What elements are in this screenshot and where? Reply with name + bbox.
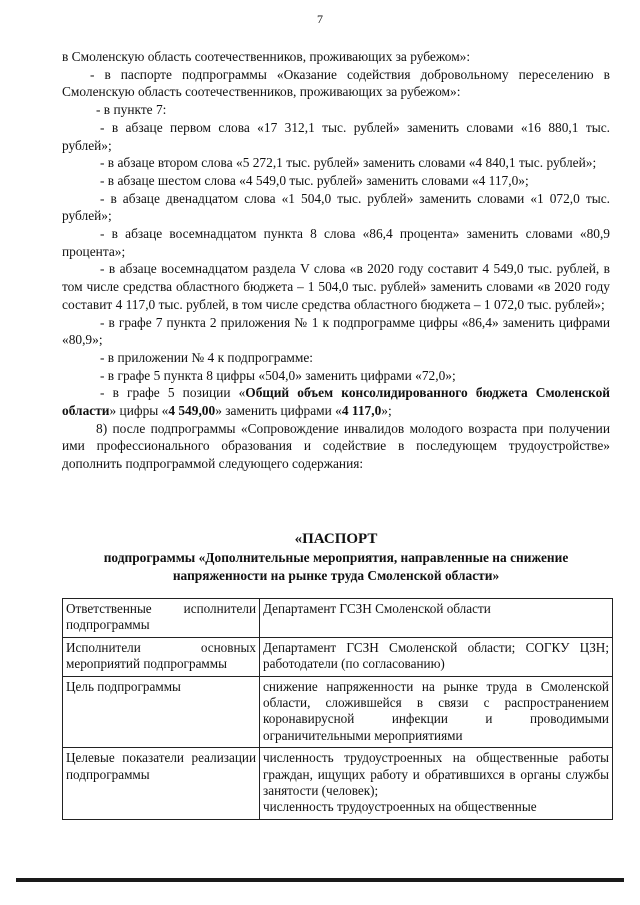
table-row — [63, 599, 613, 638]
paragraph: в Смоленскую область соотечественников, проживающих за рубежом»: — [62, 49, 471, 64]
text-fragment: »; — [381, 403, 392, 419]
text-fragment: - в графе 5 позиции « — [100, 385, 246, 401]
page-number: 7 — [317, 12, 323, 26]
paragraph: - в абзаце шестом слова «4 549,0 тыс. рублей» заменить словами «4 117,0»; — [100, 172, 529, 188]
row-value: снижение напряженности на рынке труда в Смоленской области, сложившейся в связи с распространением коронавирусной инфекции и проводимыми ограничительными мероприятиями — [260, 676, 613, 748]
passport-heading — [62, 530, 610, 585]
row-label: Целевые показатели реализации подпрограммы — [63, 748, 260, 820]
text-fragment: » заменить цифрами « — [215, 403, 342, 419]
passport-table — [62, 598, 613, 820]
table-row — [63, 676, 613, 748]
passport-subtitle: подпрограммы «Дополнительные мероприятия, направленные на снижение напряженности на рынке труда Смоленской области» — [103, 550, 569, 583]
passport-title: «ПАСПОРТ — [294, 531, 378, 547]
bold-position-name: Общий объем консолидированного бюджета Смоленской области — [62, 385, 610, 419]
row-label: Исполнители основных мероприятий подпрограммы — [63, 637, 260, 676]
row-value-line: численность трудоустроенных на общественные — [263, 799, 537, 815]
bold-old-value: 4 549,00 — [168, 403, 216, 419]
paragraph: - в пункте 7: — [96, 102, 167, 118]
document-body — [62, 48, 610, 473]
paragraph: - в паспорте подпрограммы «Оказание содействия добровольному переселению в Смоленскую область соотечественников, проживающих за рубежом»: — [62, 66, 610, 100]
paragraph: - в абзаце восемнадцатом пункта 8 слова «86,4 процента» заменить словами «80,9 процента»; — [62, 226, 610, 259]
paragraph: - в абзаце первом слова «17 312,1 тыс. рублей» заменить словами «16 880,1 тыс. рублей»; — [62, 119, 610, 153]
row-label: Ответственные исполнители подпрограммы — [63, 599, 260, 638]
row-value: Департамент ГСЗН Смоленской области — [260, 599, 613, 638]
footer-divider — [16, 878, 624, 882]
paragraph: - в приложении № 4 к подпрограмме: — [100, 349, 314, 365]
paragraph: - в абзаце двенадцатом слова «1 504,0 тыс. рублей» заменить словами «1 072,0 тыс. рублей»; — [62, 190, 610, 224]
paragraph-budget-position — [62, 384, 610, 419]
table-row — [63, 637, 613, 676]
bold-new-value: 4 117,0 — [341, 403, 382, 419]
text-fragment: » цифры « — [109, 403, 169, 419]
paragraph: - в абзаце восемнадцатом раздела V слова «в 2020 году составит 4 549,0 тыс. рублей, в том числе средства областного бюджета – 1 504,0 тыс. рублей» заменить словами «в 2020 году составит 4 117,0 тыс. рублей, в том числе средства областного бюджета – 1 072,0 тыс. рублей»; — [62, 261, 610, 312]
paragraph-item-8: 8) после подпрограммы «Сопровождение инвалидов молодого возраста при получении ими профессионального образования и содействие в последующем трудоустройстве» дополнить подпрограммой следующего содержания: — [62, 420, 610, 472]
row-label: Цель подпрограммы — [63, 676, 260, 748]
row-value — [260, 748, 613, 820]
paragraph: - в графе 5 пункта 8 цифры «504,0» заменить цифрами «72,0»; — [100, 367, 456, 383]
paragraph: - в абзаце втором слова «5 272,1 тыс. рублей» заменить словами «4 840,1 тыс. рублей»; — [100, 155, 597, 171]
table-row — [63, 748, 613, 820]
paragraph: - в графе 7 пункта 2 приложения № 1 к подпрограмме цифры «86,4» заменить цифрами «80,9»; — [62, 314, 610, 348]
row-value: Департамент ГСЗН Смоленской области; СОГКУ ЦЗН; работодатели (по согласованию) — [260, 637, 613, 676]
row-value-line: численность трудоустроенных на общественные работы граждан, ищущих работу и обратившихся в органы службы занятости (человек); — [263, 750, 609, 799]
